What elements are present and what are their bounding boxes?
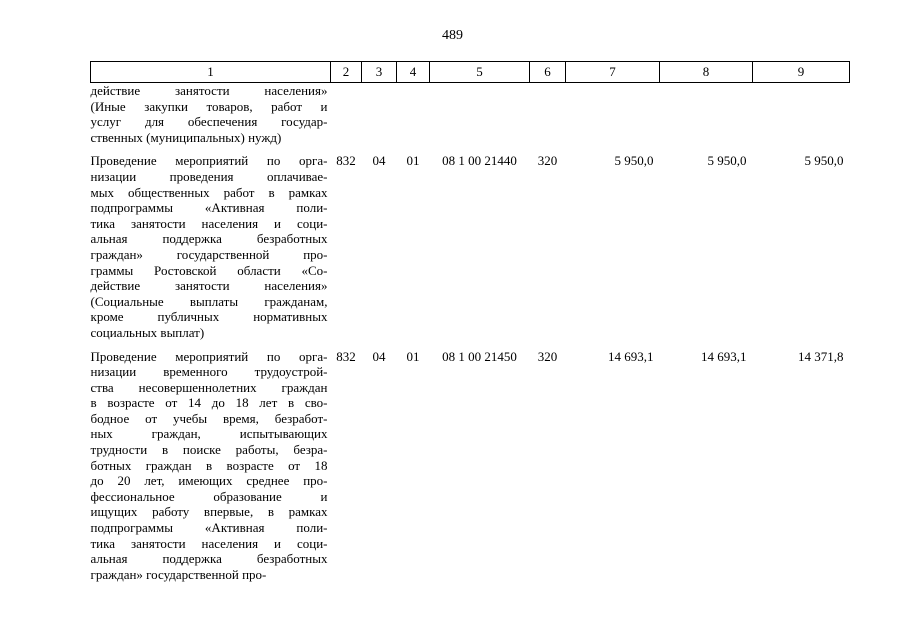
description-line: подпрограммы «Активная поли- <box>90 520 328 536</box>
description-line: до 20 лет, имеющих среднее про- <box>90 473 328 489</box>
description-line: кроме публичных нормативных <box>90 309 328 325</box>
description-line: (Социальные выплаты гражданам, <box>90 293 328 309</box>
column-header: 1 <box>91 62 331 83</box>
target-article-cell: 08 1 00 21440 <box>442 153 517 169</box>
amount-cell: 14 371,8 <box>798 348 844 364</box>
description-line: тика занятости населения и соци- <box>90 215 328 231</box>
amount-cell: 14 693,1 <box>701 348 747 364</box>
column-header: 2 <box>331 62 362 83</box>
description-line: бодное от учебы время, безработ- <box>90 410 328 426</box>
row-description <box>91 145 331 340</box>
budget-table <box>90 61 849 582</box>
description-line: Проведение мероприятий по орга- <box>90 348 328 364</box>
subsection-code-cell: 01 <box>406 348 420 364</box>
amount-cell: 5 950,0 <box>804 153 844 169</box>
amount-cell <box>660 83 753 146</box>
table-row <box>91 341 850 583</box>
page-number: 489 <box>442 28 463 43</box>
description-line: социальных выплат) <box>90 324 205 340</box>
description-line: тика занятости населения и соци- <box>90 535 328 551</box>
row-description <box>91 341 331 583</box>
description-line: в возрасте от 14 до 18 лет в сво- <box>90 395 328 411</box>
amount-cell: 14 693,1 <box>608 348 654 364</box>
section-code-cell <box>362 83 397 146</box>
expense-type-cell: 320 <box>537 153 558 169</box>
subsection-code-cell <box>397 83 430 146</box>
table-row <box>91 145 850 340</box>
column-header: 5 <box>430 62 530 83</box>
column-header: 6 <box>530 62 566 83</box>
column-header: 8 <box>660 62 753 83</box>
table-row <box>91 83 850 146</box>
description-line: граждан» государственной про- <box>90 246 328 262</box>
expense-type-cell <box>530 83 566 146</box>
description-line: мых общественных работ в рамках <box>90 184 328 200</box>
subsection-code-cell: 01 <box>406 153 420 169</box>
description-line: Проведение мероприятий по орга- <box>90 153 328 169</box>
section-code-cell: 04 <box>372 348 386 364</box>
row-description <box>91 83 331 146</box>
amount-cell: 5 950,0 <box>707 153 747 169</box>
description-line: ищущих работу впервые, в рамках <box>90 504 328 520</box>
amount-cell: 5 950,0 <box>614 153 654 169</box>
amount-cell <box>753 83 850 146</box>
description-line: низации проведения оплачивае- <box>90 168 328 184</box>
description-line: действие занятости населения» <box>90 83 328 98</box>
target-article-cell: 08 1 00 21450 <box>442 348 517 364</box>
column-header: 7 <box>566 62 660 83</box>
description-line: ственных (муниципальных) нужд) <box>90 129 282 145</box>
description-line: трудности в поиске работы, безра- <box>90 442 328 458</box>
description-line: низации временного трудоустрой- <box>90 364 328 380</box>
column-header: 9 <box>753 62 850 83</box>
description-line: действие занятости населения» <box>90 278 328 294</box>
ministry-code-cell: 832 <box>336 348 356 364</box>
target-article-cell <box>430 83 530 146</box>
amount-cell <box>566 83 660 146</box>
description-line: ботных граждан в возрасте от 18 <box>90 457 328 473</box>
section-code-cell: 04 <box>372 153 386 169</box>
ministry-code-cell <box>331 83 362 146</box>
expense-type-cell: 320 <box>537 348 558 364</box>
description-line: услуг для обеспечения государ- <box>90 114 328 130</box>
description-line: альная поддержка безработных <box>90 551 328 567</box>
column-header: 3 <box>362 62 397 83</box>
description-line: фессиональное образование и <box>90 488 328 504</box>
description-line: (Иные закупки товаров, работ и <box>90 98 328 114</box>
column-header: 4 <box>397 62 430 83</box>
description-line: ства несовершеннолетних граждан <box>90 379 328 395</box>
table-header-row <box>91 62 850 83</box>
description-line: ных граждан, испытывающих <box>90 426 328 442</box>
description-line: граждан» государственной про- <box>90 566 267 582</box>
description-line: альная поддержка безработных <box>90 231 328 247</box>
description-line: подпрограммы «Активная поли- <box>90 200 328 216</box>
ministry-code-cell: 832 <box>336 153 356 169</box>
description-line: граммы Ростовской области «Со- <box>90 262 328 278</box>
